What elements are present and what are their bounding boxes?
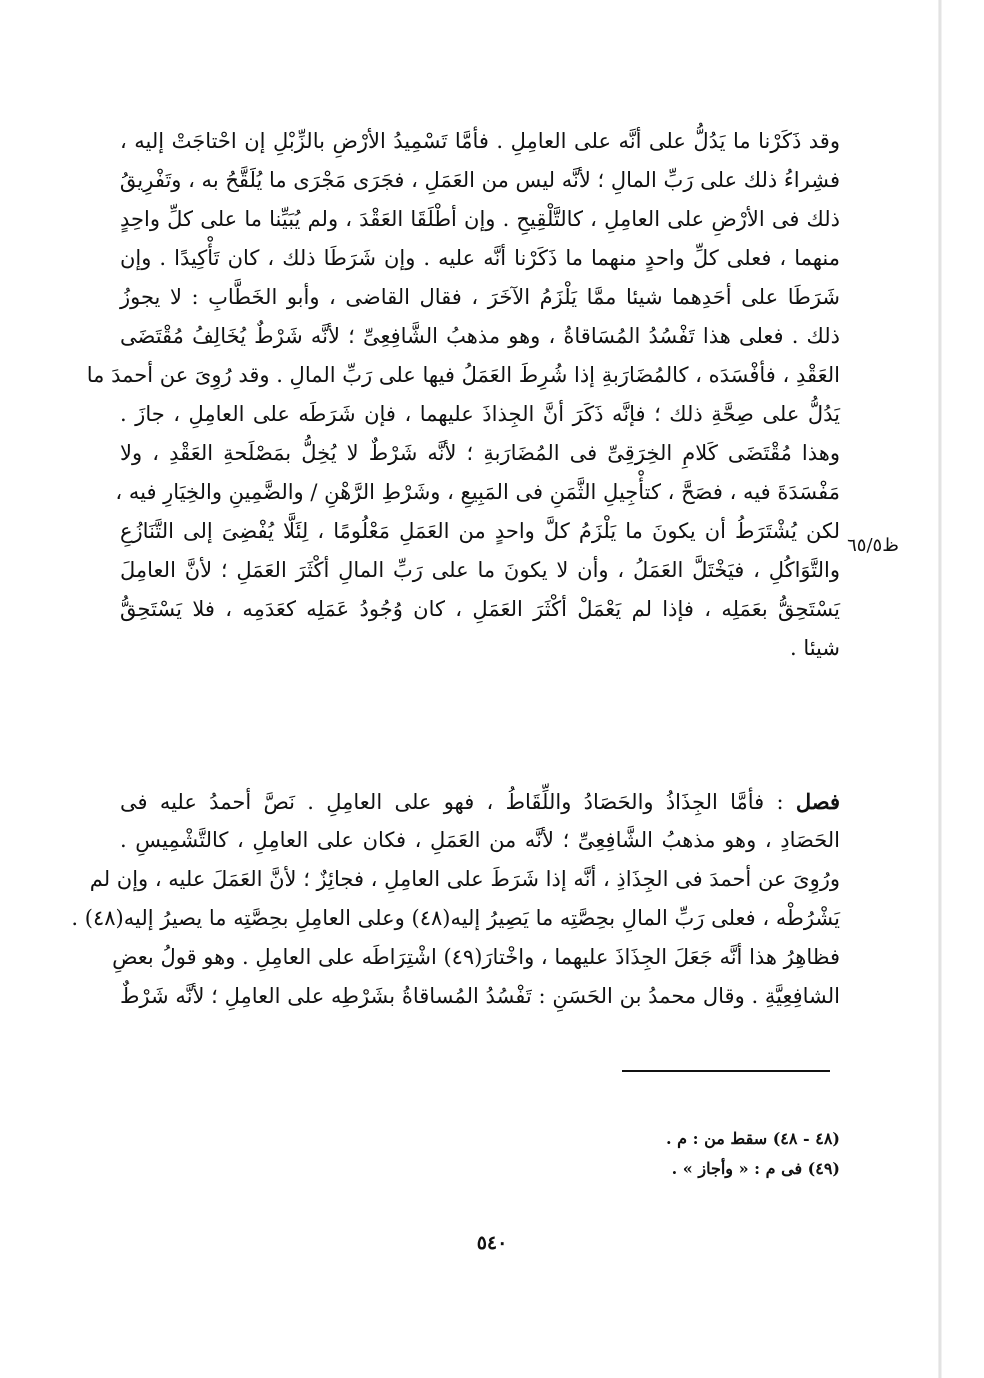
footnotes-block: [420, 1124, 840, 1184]
text-line: يَسْتَحِقُّ بعَمَلِه ، فإذا لم يَعْمَلْ أكْثَرَ العَمَلِ ، كان وُجُودُ عَمَلِه كعَدَمِه ، فلا يَسْتَحِقُّ: [120, 597, 840, 621]
section-heading: فصل: [795, 789, 840, 814]
text-line: ورُوِىَ عن أحمدَ فى الجِذَاذِ ، أنَّه إذا شَرَطَ على العامِلِ ، فجائِزٌ ؛ لأنَّ العَمَلَ عليه ، وإن لم: [89, 867, 840, 891]
section-text-block: [71, 782, 840, 1016]
main-text-block: [86, 122, 840, 668]
text-line: منهما ، فعلى كلِّ واحدٍ منهما ما ذَكَرْنا أنَّه عليه . وإن شَرَطَا ذلك ، كان تَأْكِيدًا . وإن: [120, 246, 840, 270]
text-line: الشافِعِيَّةِ . وقال محمدُ بن الحَسَنِ : تَفْسُدُ المُساقاةُ بشَرْطِه على العامِلِ ؛ لأنَّه شَرْطٌ: [120, 984, 840, 1008]
section-first-line-text: : فأمَّا الجِذَاذُ والحَصَادُ واللِّقَاطُ ، فهو على العامِلِ . نَصَّ أحمدُ عليه فى: [120, 790, 784, 814]
text-line: يَدُلُّ على صِحَّةِ ذلك ؛ فإنَّه ذَكَرَ أنَّ الجِذاذَ عليهما ، فإن شَرَطَه على العامِلِ ، جازَ .: [120, 402, 840, 426]
text-line: العَقْدِ ، فأفْسَدَه ، كالمُضَارَبةِ إذا شُرِطَ العَمَلُ فيها على رَبِّ المالِ . وقد رُوِىَ عن أحمدَ ما: [86, 363, 840, 387]
text-line: وقد ذَكَرْنا ما يَدُلُّ على أنَّه على العامِلِ . فأمَّا تَسْمِيدُ الأرْضِ بالزِّبْلِ إن احْتاجَتْ إليه ،: [120, 129, 840, 153]
text-line: ذلك فى الأرْضِ على العامِلِ ، كالتَّلْقِيحِ . وإن أطْلَقَا العَقْدَ ، ولم يُبَيِّنا ما على كلِّ واحِدٍ: [120, 207, 840, 231]
text-line: ذلك . فعلى هذا تَفْسُدُ المُسَاقاةُ ، وهو مذهبُ الشَّافِعِىِّ ؛ لأنَّه شَرْطٌ يُخَالِفُ مُقْتَضَى: [120, 324, 840, 348]
text-line: والتَّوَاكُلِ ، فيَخْتَلَّ العَمَلُ ، وأن لا يكونَ ما على رَبِّ المالِ أكْثَرَ العَمَلِ ؛ لأنَّ العامِلَ: [120, 558, 840, 582]
text-line: يَشْرُطْه ، فعلى رَبِّ المالِ بحِصَّتِه ما يَصِيرُ إليه(٤٨) وعلى العامِلِ بحِصَّتِه ما يصيرُ إليه(٤٨) .: [71, 906, 840, 930]
text-line: وهذا مُقْتَضَى كَلامِ الخِرَقِىِّ فى المُضَارَبةِ ؛ لأنَّه شَرْطٌ لا يُخِلُّ بمَصْلَحةِ العَقْدِ ، ولا: [120, 441, 840, 465]
text-line: شيئا .: [789, 636, 840, 660]
text-line: لكن يُشْتَرَطُ أن يكونَ ما يَلْزَمُ كلَّ واحدٍ من العَمَلِ مَعْلُومًا ، لِئَلَّا يُفْضِىَ إلى التَّنَازُعِ: [120, 519, 840, 543]
footnote: (٤٨ - ٤٨) سقط من : م .: [666, 1129, 840, 1148]
footnote-divider: [622, 1070, 830, 1072]
text-line: شَرَطَا على أحَدِهما شيئا ممَّا يَلْزَمُ الآخَرَ ، فقال القاضى ، وأبو الخَطَّابِ : لا يجوزُ: [120, 285, 840, 309]
footnote: (٤٩) فى م : « وأجاز » .: [671, 1159, 840, 1178]
scan-edge-shadow: [938, 0, 942, 1378]
text-line: مَفْسَدَةَ فيه ، فصَحَّ ، كتأْجِيلِ الثَّمَنِ فى المَبِيعِ ، وشَرْطِ الرَّهْنِ / والضَّمِينِ والخِيَارِ فيه ،: [115, 480, 840, 504]
margin-folio-note: ظ٦٥/٥: [847, 535, 899, 556]
text-line: الحَصَادِ ، وهو مذهبُ الشَّافِعِىِّ ؛ لأنَّه من العَمَلِ ، فكان على العامِلِ ، كالتَّشْمِيسِ .: [120, 828, 840, 852]
page-number: ٥٤٠: [476, 1232, 508, 1254]
text-line: فشِراءُ ذلك على رَبِّ المالِ ؛ لأنَّه ليس من العَمَلِ ، فجَرَى مَجْرَى ما يُلَقَّحُ به ، وتَفْرِيقُ: [119, 168, 840, 192]
text-line: فظاهِرُ هذا أنَّه جَعَلَ الجِذَاذَ عليهما ، واخْتارَ(٤٩) اشْتِرَاطَه على العامِلِ . وهو قولُ بعضِ: [112, 945, 840, 969]
section-first-line: [120, 782, 840, 821]
